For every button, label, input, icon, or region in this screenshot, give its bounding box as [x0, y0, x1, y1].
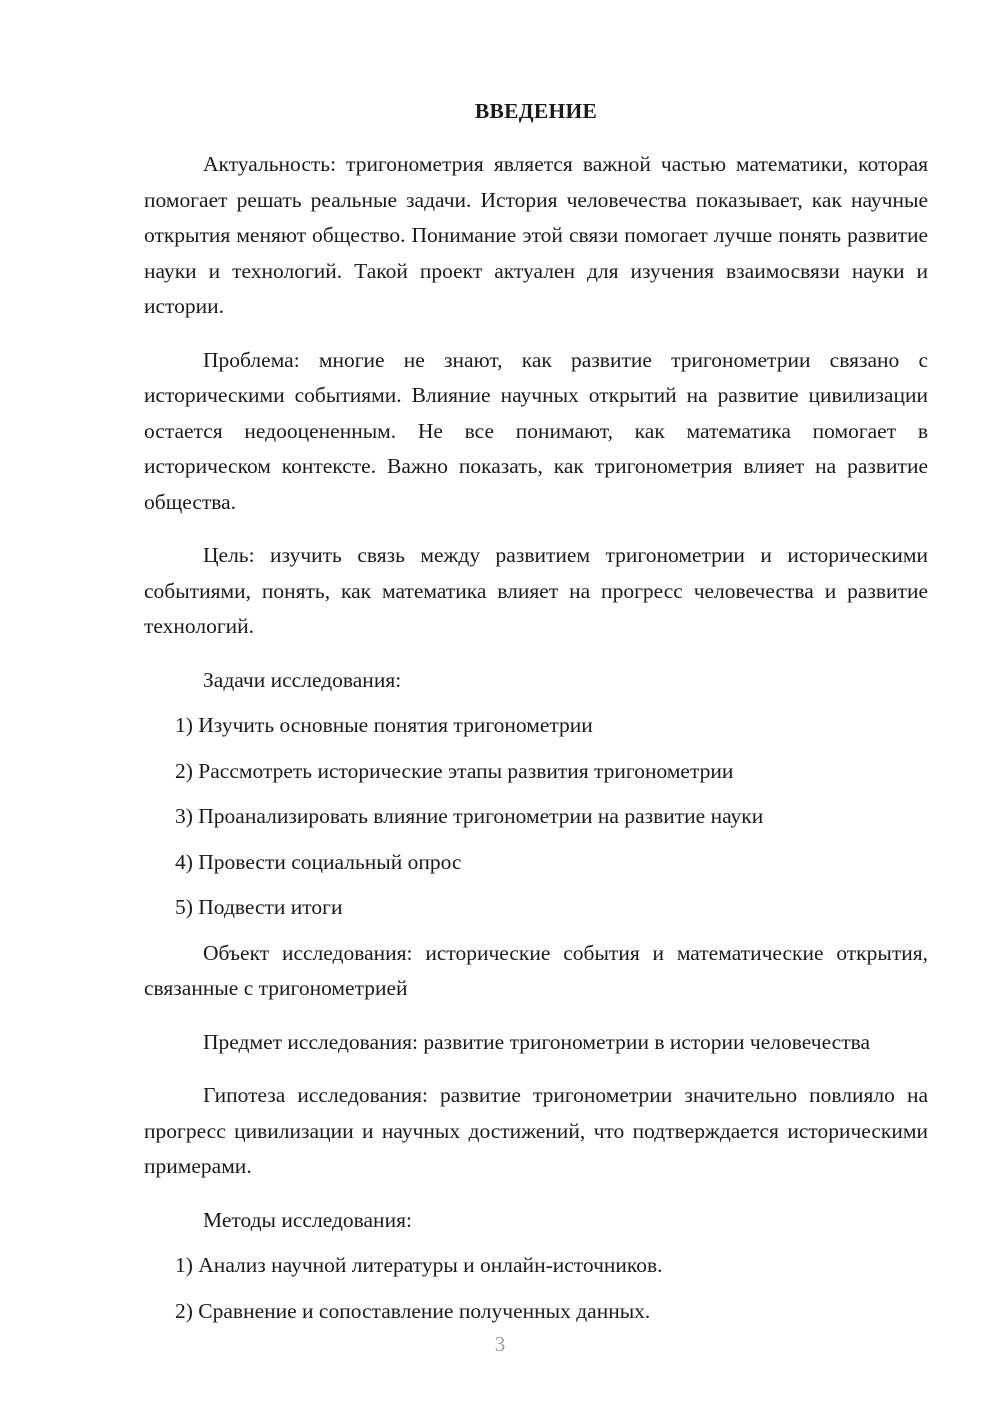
- subject-paragraph: Предмет исследования: развитие тригонометрии в истории человечества: [203, 1029, 871, 1054]
- relevance-paragraph: Актуальность: тригонометрия является важной частью математики, которая помогает решать реальные задачи. История человечества показывает, как научные открытия меняют общество. Понимание этой связи помогает лучше понять развитие науки и технологий. Такой проект актуален для изучения взаимосвязи науки и истории.: [144, 152, 928, 318]
- section-title: ВВЕДЕНИЕ: [474, 99, 598, 123]
- method-item-2: 2) Сравнение и сопоставление полученных данных.: [175, 1298, 651, 1323]
- goal-paragraph: Цель: изучить связь между развитием тригонометрии и историческими событиями, понять, как математика влияет на прогресс человечества и развитие технологий.: [144, 543, 928, 638]
- methods-label: Методы исследования:: [203, 1207, 412, 1232]
- tasks-label: Задачи исследования:: [203, 667, 402, 692]
- task-item-2: 2) Рассмотреть исторические этапы развития тригонометрии: [175, 758, 734, 783]
- object-paragraph: Объект исследования: исторические события и математические открытия, связанные с тригонометрией: [144, 940, 928, 1000]
- task-item-5: 5) Подвести итоги: [175, 895, 343, 919]
- page-number: 3: [494, 1332, 506, 1356]
- page-content: [144, 93, 928, 1339]
- problem-paragraph: Проблема: многие не знают, как развитие тригонометрии связано с историческими событиями. Влияние научных открытий на развитие цивилизации остается недооцененным. Не все понимают, как математика помогает в историческом контексте. Важно показать, как тригонометрия влияет на развитие общества.: [144, 347, 928, 514]
- hypothesis-paragraph: Гипотеза исследования: развитие тригонометрии значительно повлияло на прогресс цивилизации и научных достижений, что подтверждается историческими примерами.: [144, 1083, 928, 1178]
- task-item-4: 4) Провести социальный опрос: [175, 849, 462, 874]
- task-item-3: 3) Проанализировать влияние тригонометрии на развитие науки: [175, 804, 764, 828]
- method-item-1: 1) Анализ научной литературы и онлайн-источников.: [175, 1253, 663, 1277]
- task-item-1: 1) Изучить основные понятия тригонометрии: [175, 713, 593, 737]
